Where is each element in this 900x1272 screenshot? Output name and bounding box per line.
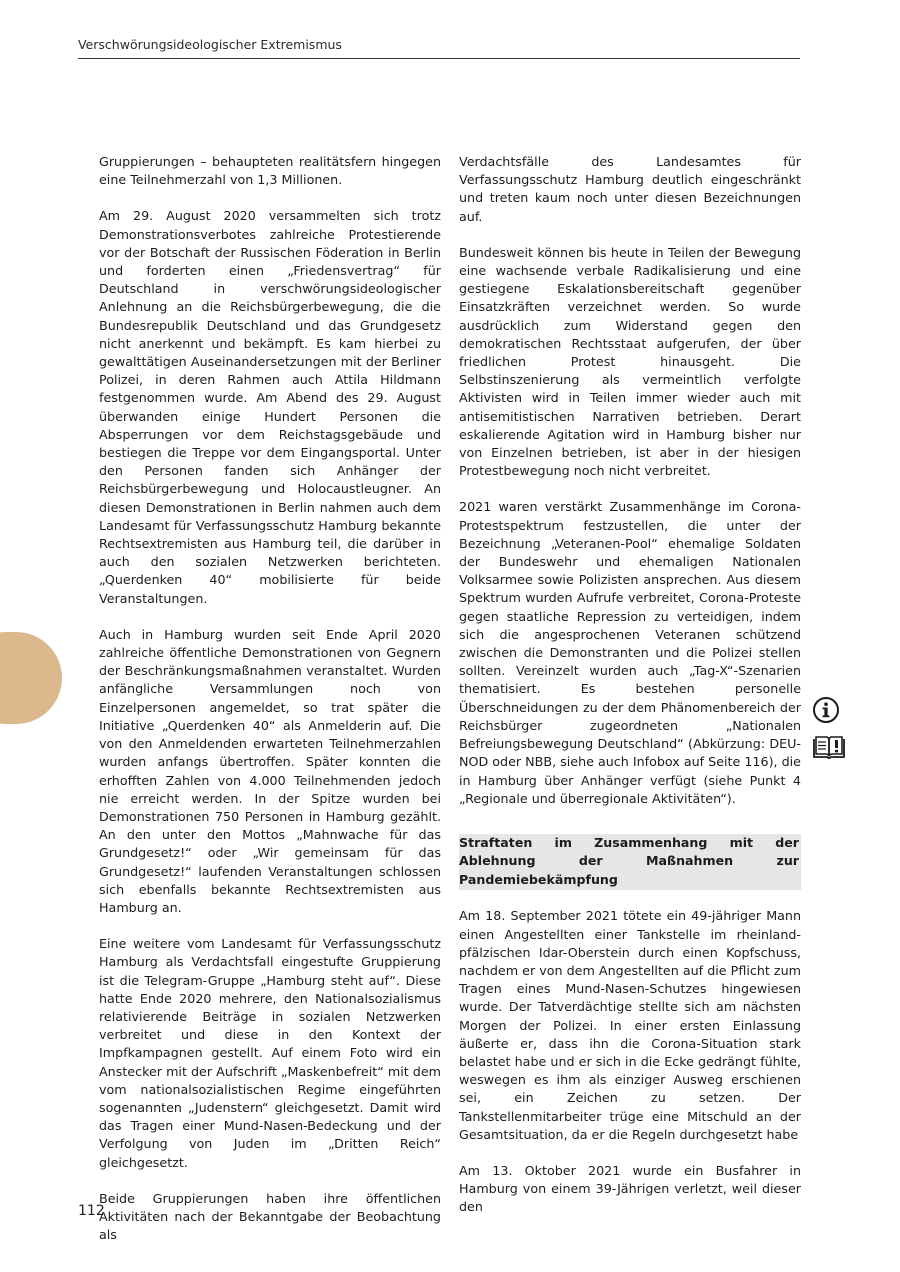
right-column bbox=[459, 153, 801, 1235]
page-number: 112 bbox=[78, 1203, 105, 1219]
paragraph: Beide Gruppierungen haben ihre öffentlichen Aktivitäten nach der Bekanntgabe der Beobachtung als bbox=[99, 1190, 441, 1243]
paragraph: Verdachtsfälle des Landesamtes für Verfassungsschutz Hamburg deutlich eingeschränkt und treten kaum noch unter diesen Bezeichnungen auf. bbox=[459, 154, 801, 224]
chapter-tab-marker bbox=[0, 632, 62, 724]
left-column bbox=[99, 153, 441, 1262]
paragraph: Am 13. Oktober 2021 wurde ein Busfahrer in Hamburg von einem 39-Jährigen verletzt, weil dieser den bbox=[459, 1163, 801, 1215]
book-exclamation-icon bbox=[812, 735, 846, 761]
paragraph: Auch in Hamburg wurden seit Ende April 2020 zahlreiche öffentliche Demonstrationen von Gegnern der Beschränkungsmaßnahmen veranstaltet. Wurden anfängliche Versammlungen noch von Einzelpersonen angemeldet, so trat später die Initiative „Querdenken 40“ als Anmelderin auf. Die von den Anmeldenden erwarteten Teilnehmerzahlen wurden anfangs übertroffen. Später konnten die erhofften Zahlen von 4.000 Teilnehmenden jedoch nie erreicht werden. In der Spitze wurden bei Demonstrationen 750 Personen in Hamburg gezählt. An den unter den Mottos „Mahnwache für das Grundgesetz!“ oder „Wir gemeinsam für das Grundgesetz!“ laufenden Veranstaltungen schlossen sich ebenfalls bekannte Rechtsextremisten aus Hamburg an. bbox=[99, 626, 441, 915]
paragraph: Am 29. August 2020 versammelten sich trotz Demonstrationsverbotes zahlreiche Protestierende vor der Botschaft der Russischen Föderation in Berlin und forderten einen „Friedensvertrag“ für Deutschland in verschwörungsideologischer Anlehnung an die Reichsbürgerbewegung, die die Bundesrepublik Deutschland und das Grundgesetz nicht anerkennt und bekämpft. Es kam hierbei zu gewalttätigen Auseinandersetzungen mit der Berliner Polizei, in deren Rahmen auch Attila Hildmann festgenommen wurde. Am Abend des 29. August überwanden einige Hundert Personen die Absperrungen vor dem Reichstagsgebäude und bestiegen die Treppe vor dem Eingangsportal. Unter den Personen fanden sich Anhänger der Reichsbürgerbewegung und Holocaustleugner. An diesen Demonstrationen in Berlin nahmen auch dem Landesamt für Verfassungsschutz Hamburg bekannte Rechtsextremisten aus Hamburg teil, die darüber in auch den sozialen Netzwerken berichteten. „Querdenken 40“ mobilisierte für beide Veranstaltungen. bbox=[99, 208, 441, 606]
paragraph: 2021 waren verstärkt Zusammenhänge im Corona-Protestspektrum festzustellen, die unter der Bezeichnung „Veteranen-Pool“ ehemalige Soldaten der Bundeswehr und ehemaligen Nationalen Volksarmee sowie Polizisten ansprechen. Aus diesem Spektrum wurden Aufrufe verbreitet, Corona-Proteste gegen staatliche Repression zu verteidigen, indem sich die angesprochenen Veteranen schützend zwischen die Demonstranten und die Polizei stellen sollten. Vereinzelt wurden auch „Tag-X“-Szenarien thematisiert. Es bestehen personelle Überschneidungen zu der dem Phänomenbereich der Reichsbürger zugeordneten „Nationalen Befreiungsbewegung Deutschland“ (Abkürzung: DEU-NOD oder NBB, siehe auch Infobox auf Seite 116), die in Hamburg über Anhänger verfügt (siehe Punkt 4 „Regionale und überregionale Aktivitäten“). bbox=[459, 499, 801, 806]
paragraph: Eine weitere vom Landesamt für Verfassungsschutz Hamburg als Verdachtsfall eingestufte Gruppierung ist die Telegram-Gruppe „Hamburg steht auf“. Diese hatte Ende 2020 mehrere, den Nationalsozialismus relativierende Beiträge in sozialen Netzwerken verbreitet und diese in den Kontext der Impfkampagnen gestellt. Auf einem Foto wird ein Anstecker mit der Aufschrift „Maskenbefreit“ mit dem vom nationalsozialistischen Regime eingeführten sogenannten „Judenstern“ gleichgesetzt. Damit wird das Tragen einer Mund-Nasen-Bedeckung und der Verfolgung von Juden im „Dritten Reich“ gleichgesetzt. bbox=[99, 936, 441, 1170]
paragraph: Am 18. September 2021 tötete ein 49-jähriger Mann einen Angestellten einer Tankstelle im rheinland-pfälzischen Idar-Oberstein durch einen Kopfschuss, nachdem er von dem Angestellten auf die Pflicht zum Tragen eines Mund-Nasen-Schutzes hingewiesen wurde. Der Tatverdächtige stellte sich am nächsten Morgen der Polizei. In einer ersten Einlassung äußerte er, dass ihn die Corona-Situation stark belastet habe und er sich in die Ecke gedrängt fühlte, weswegen es ihm als einziger Ausweg erschienen sei, ein Zeichen zu setzen. Der Tankstellenmitarbeiter trüge eine Mitschuld an der Gesamtsituation, da er die Regeln durchgesetzt habe bbox=[459, 908, 801, 1142]
info-icon bbox=[812, 696, 840, 724]
paragraph: Gruppierungen – behaupteten realitätsfern hingegen eine Teilnehmerzahl von 1,3 Millionen. bbox=[99, 154, 441, 188]
paragraph: Bundesweit können bis heute in Teilen der Bewegung eine wachsende verbale Radikalisierung und eine gestiegene Eskalationsbereitschaft gegenüber Einsatzkräften verzeichnet werden. So wurde ausdrücklich zum Widerstand gegen den demokratischen Rechtsstaat aufgerufen, der über friedlichen Protest hinausgeht. Die Selbstinszenierung als vermeintlich verfolgte Aktivisten wird in Teilen immer wieder auch mit antisemitistischen Narrativen betrieben. Derart eskalierende Agitation wird in Hamburg bisher nur von Einzelnen betrieben, ist aber in der hiesigen Protestbewegung noch nicht verbreitet. bbox=[459, 244, 801, 479]
section-heading: Straftaten im Zusammenhang mit der Ablehnung der Maßnahmen zur Pandemiebekämpfung bbox=[459, 834, 801, 891]
running-header: Verschwörungsideologischer Extremismus bbox=[78, 37, 800, 59]
